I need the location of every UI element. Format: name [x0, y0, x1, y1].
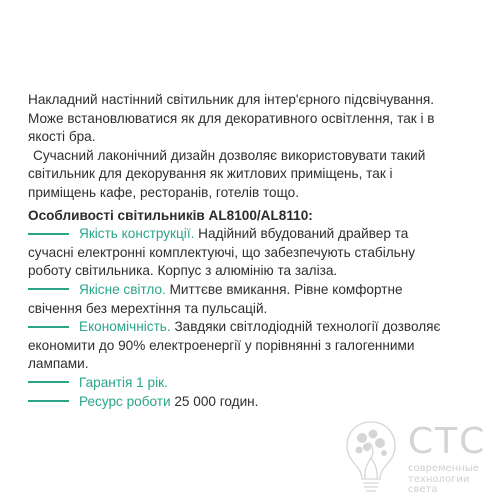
- feature-text-line: свічення без мерехтіння та пульсацій.: [28, 300, 268, 316]
- feature-keyword: Економічність.: [79, 319, 171, 335]
- features-title: Особливості світильників AL8100/AL8110:: [28, 207, 313, 223]
- feature-text: 25 000 годин.: [174, 393, 259, 409]
- intro-line: приміщень кафе, ресторанів, готелів тощо.: [28, 184, 299, 200]
- feature-text: Завдяки світлодіодній технології дозволяє: [174, 319, 441, 335]
- intro-line: Накладний настінний світильник для інтер'єрного підсвічування.: [28, 92, 435, 107]
- intro-line: Може встановлюватися як для декоративного освітлення, так і в: [28, 110, 435, 126]
- description-block: [28, 91, 483, 411]
- feature-item-light: [28, 281, 483, 300]
- feature-text-line: лампами.: [28, 356, 89, 372]
- intro-line: Сучасний лаконічний дизайн дозволяє використовувати такий: [33, 147, 426, 163]
- feature-item-construction: [28, 225, 483, 244]
- feature-item-warranty: [28, 374, 483, 393]
- feature-text-line: економити до 90% електроенергії у порівнянні з галогенними: [28, 337, 415, 353]
- dash-icon: [28, 326, 69, 328]
- feature-keyword: Гарантія 1 рік.: [79, 374, 168, 390]
- lightbulb-globe-icon: [342, 418, 400, 496]
- feature-keyword: Ресурс роботи: [79, 393, 171, 409]
- feature-item-economy: [28, 318, 483, 337]
- feature-text: Надійний вбудований драйвер та: [198, 226, 409, 242]
- dash-icon: [28, 381, 69, 383]
- feature-text-line: сучасні електронні комплектуючі, що забезпечують стабільну: [28, 244, 416, 260]
- feature-keyword: Якісне світло.: [79, 281, 166, 297]
- feature-item-lifetime: [28, 393, 483, 412]
- logo-subtitle: [408, 464, 479, 496]
- dash-icon: [28, 233, 69, 235]
- logo-subtitle-line: света: [408, 484, 438, 495]
- feature-keyword: Якість конструкції.: [79, 226, 195, 242]
- logo-subtitle-line: технологии: [408, 473, 470, 485]
- company-logo: [342, 418, 492, 496]
- dash-icon: [28, 400, 69, 402]
- dash-icon: [28, 288, 69, 290]
- logo-title: СТС: [408, 421, 487, 462]
- feature-text-line: роботу світильника. Корпус з алюмінію та заліза.: [28, 263, 338, 279]
- intro-line: якості бра.: [28, 129, 96, 145]
- feature-text: Миттєве вмикання. Рівне комфортне: [169, 281, 403, 297]
- logo-subtitle-line: современные: [408, 463, 479, 474]
- intro-line: світильник для декорування як житлових приміщень, так і: [28, 166, 393, 182]
